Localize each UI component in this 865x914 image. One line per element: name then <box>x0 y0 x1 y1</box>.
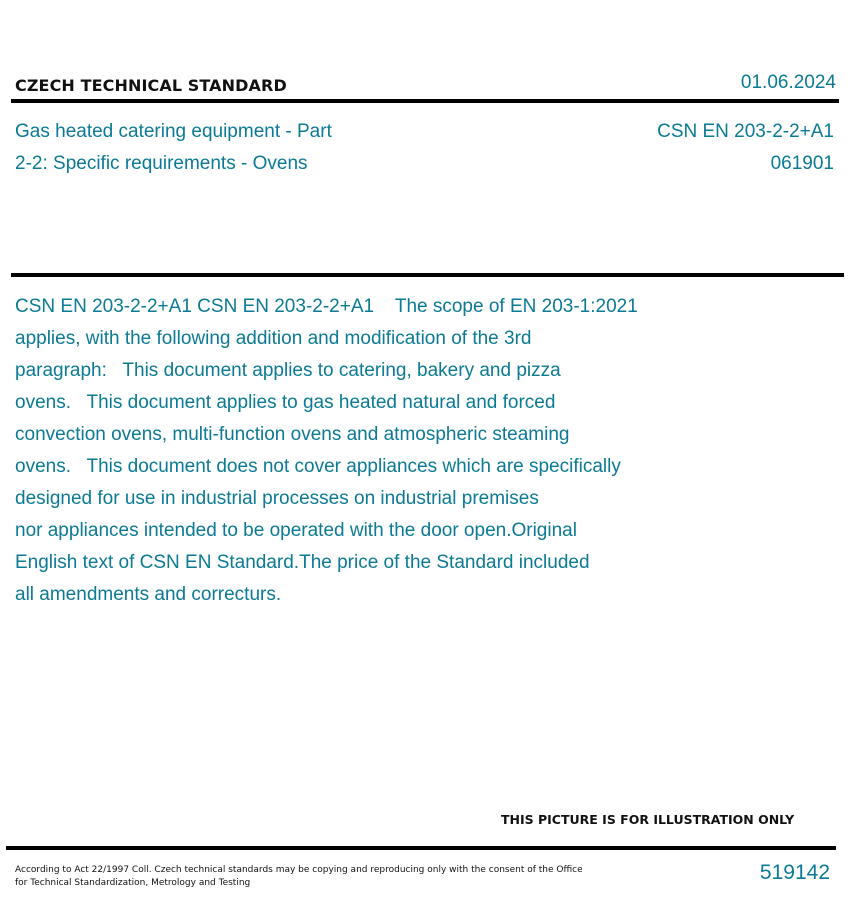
abstract-line: ovens. This document does not cover appliances which are specifically <box>15 456 621 477</box>
abstract-line: paragraph: This document applies to catering, bakery and pizza <box>15 360 561 381</box>
standard-title <box>15 116 435 180</box>
abstract-text <box>15 291 735 611</box>
standard-title-line: Gas heated catering equipment - Part <box>15 121 332 142</box>
abstract-line: applies, with the following addition and modification of the 3rd <box>15 328 532 349</box>
standard-title-line: 2-2: Specific requirements - Ovens <box>15 153 308 174</box>
legal-notice-line: for Technical Standardization, Metrology and Testing <box>15 878 251 888</box>
abstract-line: ovens. This document applies to gas heated natural and forced <box>15 392 556 413</box>
abstract-line: designed for use in industrial processes on industrial premises <box>15 488 539 509</box>
header-divider <box>11 99 839 103</box>
classification-number: 061901 <box>770 153 834 174</box>
abstract-line: CSN EN 203-2-2+A1 CSN EN 203-2-2+A1 The scope of EN 203-1:2021 <box>15 296 638 317</box>
abstract-line: English text of CSN EN Standard.The price of the Standard included <box>15 552 590 573</box>
title-divider <box>11 273 844 277</box>
publication-date: 01.06.2024 <box>740 72 836 93</box>
legal-notice <box>15 864 615 890</box>
standard-code: CSN EN 203-2-2+A1 <box>657 121 834 142</box>
abstract-line: nor appliances intended to be operated with the door open.Original <box>15 520 577 541</box>
document-type-heading: CZECH TECHNICAL STANDARD <box>15 76 287 95</box>
illustration-disclaimer: THIS PICTURE IS FOR ILLUSTRATION ONLY <box>501 812 795 827</box>
document-id: 519142 <box>759 861 830 884</box>
legal-notice-line: According to Act 22/1997 Coll. Czech technical standards may be copying and reproducing only with the consent of the Office <box>15 865 583 875</box>
footer-divider <box>6 846 836 850</box>
abstract-line: all amendments and correcturs. <box>15 584 282 605</box>
standard-codes <box>657 116 834 180</box>
abstract-line: convection ovens, multi-function ovens and atmospheric steaming <box>15 424 570 445</box>
